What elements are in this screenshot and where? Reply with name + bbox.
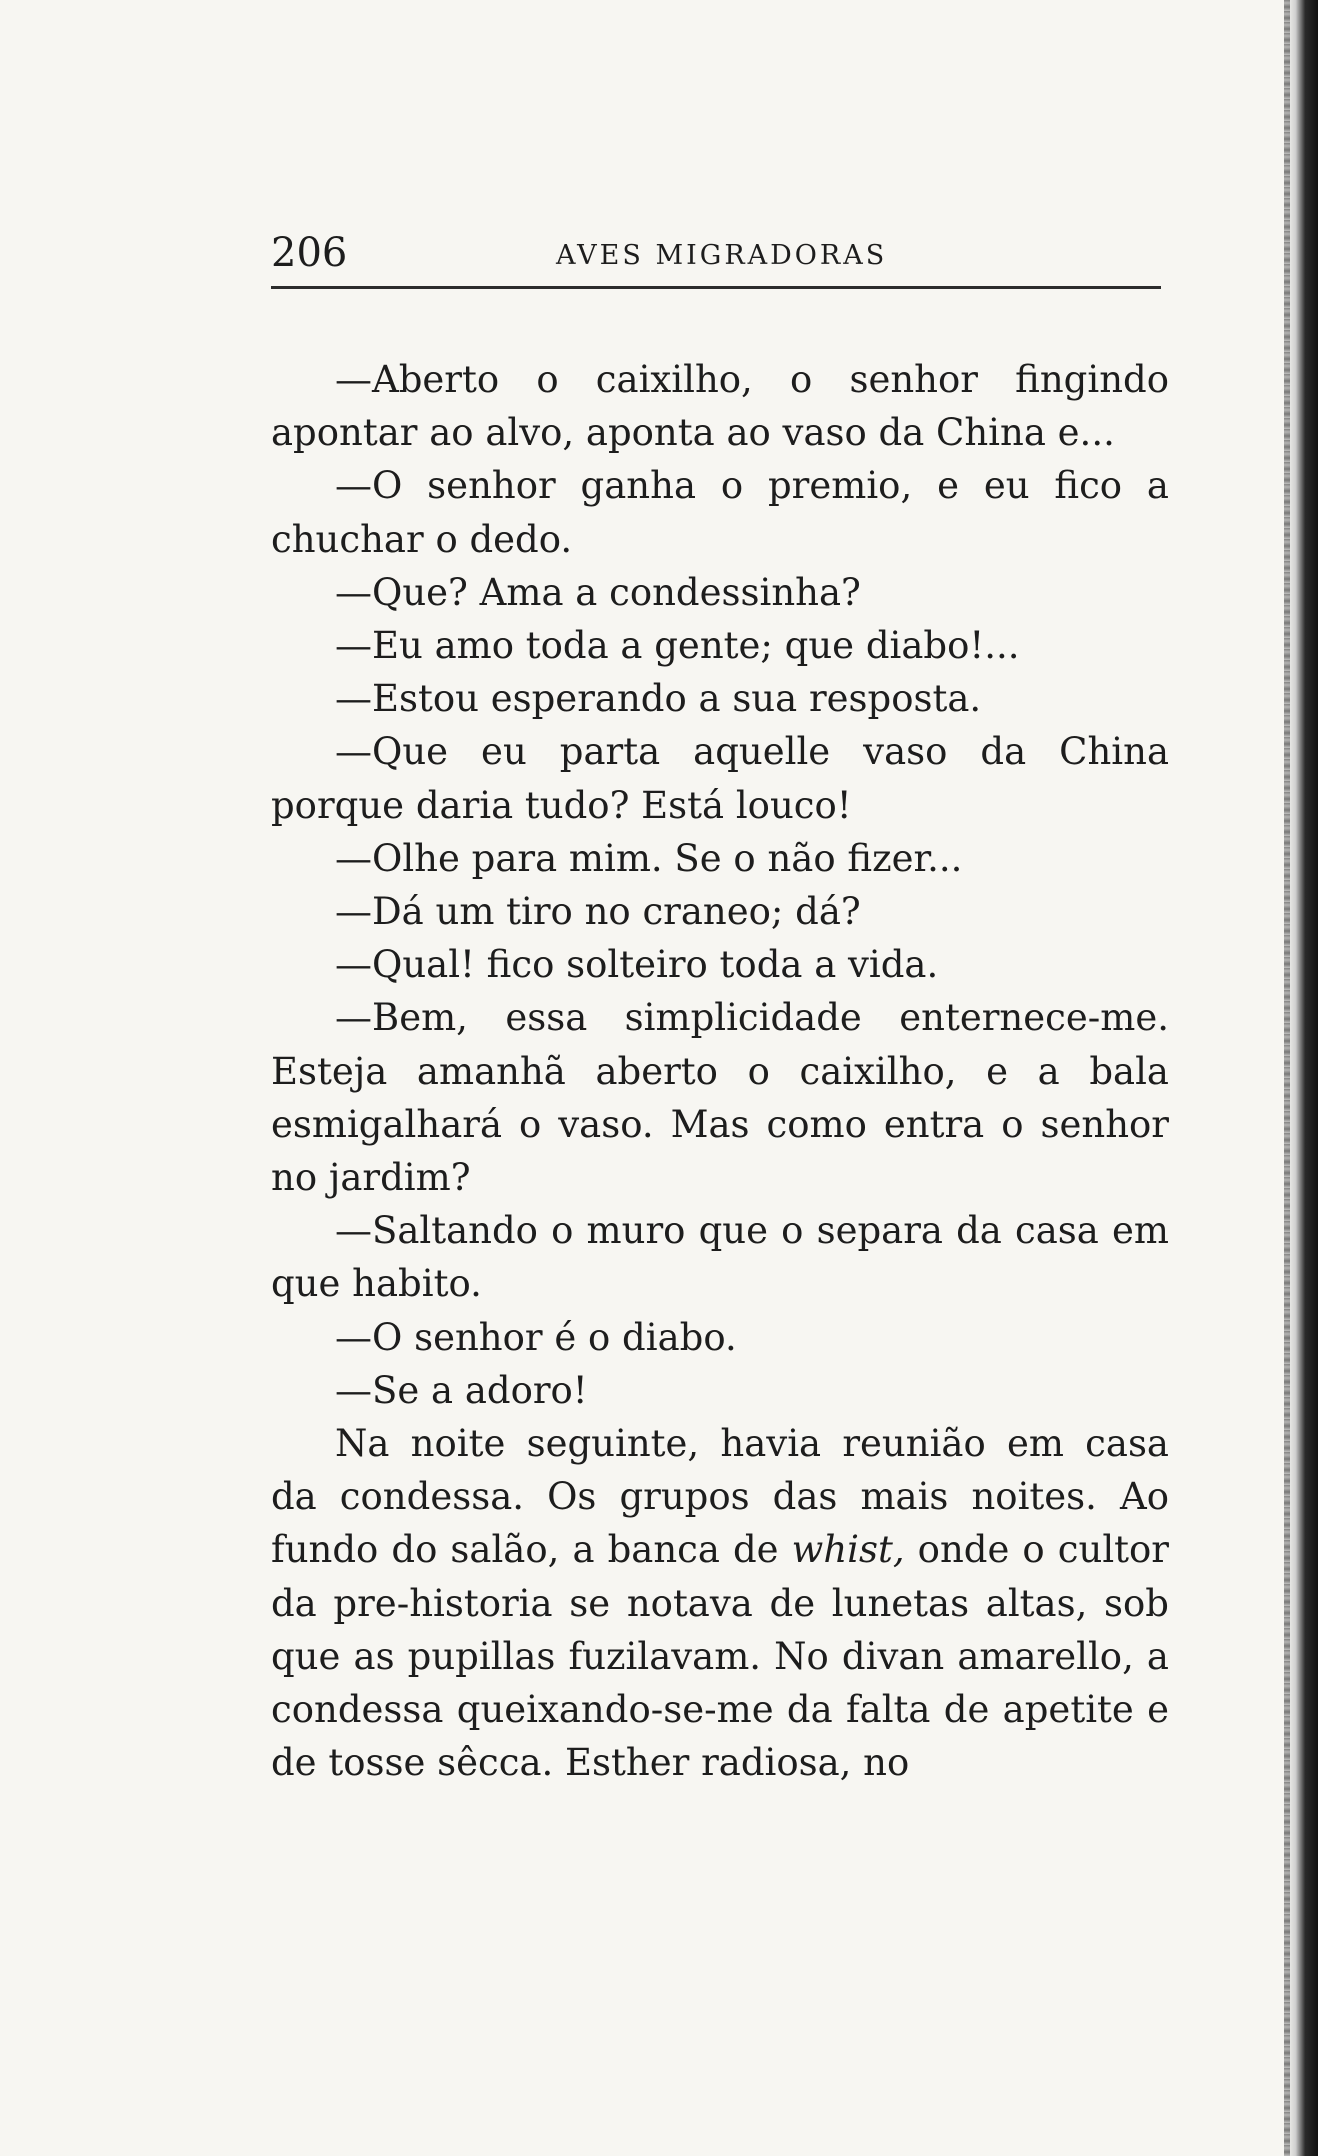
paragraph: —Bem, essa simplicidade enternece-me. Esteja amanhã aberto o caixilho, e a bala esmigalhará o vaso. Mas como entra o senhor no jardim? <box>271 996 1169 1200</box>
page-header <box>271 228 1161 278</box>
paragraph: —Que eu parta aquelle vaso da China porque daria tudo? Está louco! <box>271 730 1169 827</box>
paragraph: —Estou esperando a sua resposta. <box>335 677 982 721</box>
paragraph: —Qual! fico solteiro toda a vida. <box>335 943 939 987</box>
paragraph: —Dá um tiro no craneo; dá? <box>335 890 861 934</box>
page-edge-binding <box>1284 0 1290 2156</box>
paragraph: —Que? Ama a condessinha? <box>335 570 861 614</box>
body-text <box>271 353 1169 1789</box>
paragraph: —Eu amo toda a gente; que diabo!... <box>335 624 1020 668</box>
final-paragraph-end: onde o cultor da pre-historia se notava de lunetas altas, sob que as pupillas fuzilavam. No divan amarello, a condessa queixando-se-me da falta de apetite e de tosse sêcca. Esther radiosa, no <box>271 1528 1169 1785</box>
paragraph: —O senhor ganha o premio, e eu fico a chuchar o dedo. <box>271 464 1169 561</box>
final-paragraph-start: Na noite seguinte, havia reunião em casa da condessa. Os grupos das mais noites. Ao fundo do salão, a banca de <box>271 1422 1169 1572</box>
paragraph: —Se a adoro! <box>335 1368 588 1412</box>
paragraph: —Olhe para mim. Se o não fizer... <box>335 836 963 880</box>
final-paragraph <box>271 1417 1169 1789</box>
paragraph: —Aberto o caixilho, o senhor fingindo apontar ao alvo, aponta ao vaso da China e... <box>271 358 1169 455</box>
header-rule <box>271 286 1161 289</box>
paragraph: —O senhor é o diabo. <box>335 1315 737 1359</box>
italic-word: whist, <box>791 1528 905 1572</box>
paragraph: —Saltando o muro que o separa da casa em que habito. <box>271 1209 1169 1306</box>
running-title: AVES MIGRADORAS <box>556 240 888 271</box>
page-number: 206 <box>271 230 348 276</box>
page-edge-shadow <box>1286 0 1318 2156</box>
